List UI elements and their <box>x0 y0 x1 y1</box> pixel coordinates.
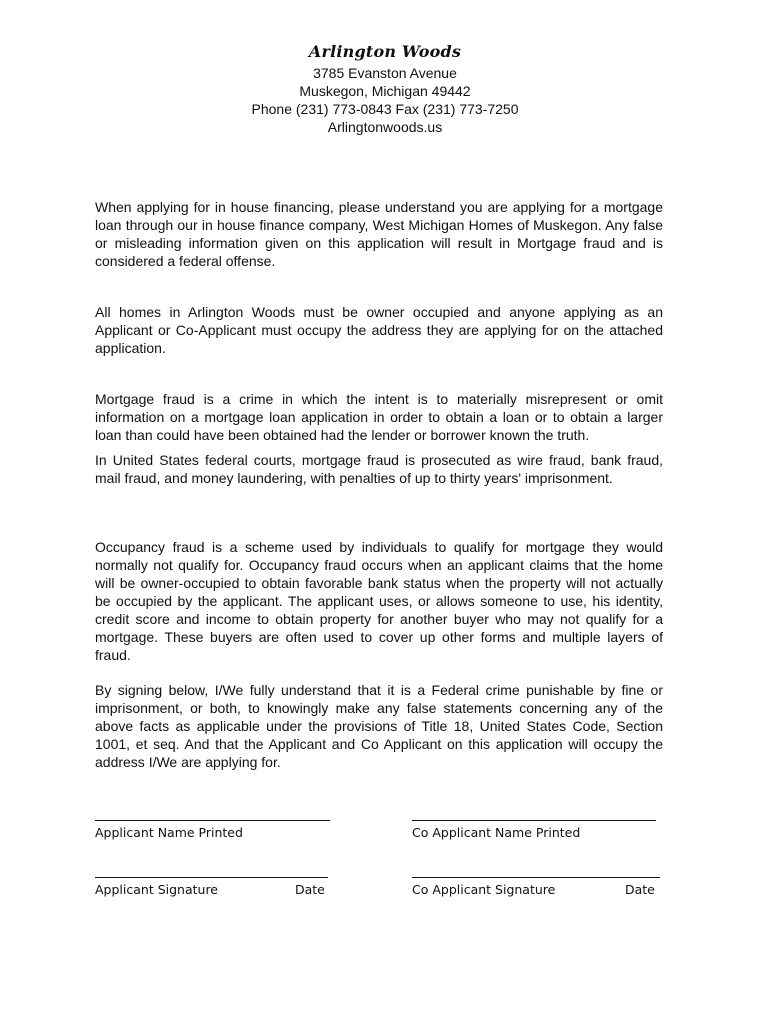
phone-fax: Phone (231) 773-0843 Fax (231) 773-7250 <box>251 101 519 117</box>
co-applicant-signature-line[interactable] <box>412 877 660 878</box>
letterhead <box>0 40 770 136</box>
website: Arlingtonwoods.us <box>327 119 443 135</box>
city-state-zip: Muskegon, Michigan 49442 <box>299 83 471 99</box>
paragraph-mortgage-fraud-definition: Mortgage fraud is a crime in which the intent is to materially misrepresent or omit information on a mortgage loan application in order to obtain a loan or to obtain a larger loan than could have been obtained had the lender or borrower known the truth. <box>95 391 663 443</box>
applicant-date-label: Date <box>295 882 325 897</box>
street-address: 3785 Evanston Avenue <box>313 65 457 81</box>
co-applicant-date-label: Date <box>625 882 655 897</box>
paragraph-acknowledgement: By signing below, I/We fully understand that it is a Federal crime punishable by fine or imprisonment, or both, to knowingly make any false statements concerning any of the above facts as applicable under the provisions of Title 18, United States Code, Section 1001, et seq. And that the Applicant and Co Applicant on this application will occupy the address I/We are applying for. <box>95 682 663 770</box>
co-applicant-name-line[interactable] <box>412 820 656 821</box>
applicant-signature-label: Applicant Signature <box>95 882 218 897</box>
paragraph-occupancy-fraud: Occupancy fraud is a scheme used by individuals to qualify for mortgage they would normally not qualify for. Occupancy fraud occurs when an applicant claims that the home will be owner-occupied to obtain favorable bank status when the property will not actually be occupied by the applicant. The applicant uses, or allows someone to use, his identity, credit score and income to obtain property for another buyer who may not qualify for a mortgage. These buyers are often used to cover up other forms and multiple layers of fraud. <box>95 539 663 663</box>
applicant-signature-line[interactable] <box>95 877 328 878</box>
company-name: Arlington Woods <box>308 42 462 61</box>
applicant-name-label: Applicant Name Printed <box>95 825 243 840</box>
paragraph-financing-notice: When applying for in house financing, please understand you are applying for a mortgage loan through our in house finance company, West Michigan Homes of Muskegon. Any false or misleading information given on this application will result in Mortgage fraud and is considered a federal offense. <box>95 199 663 269</box>
co-applicant-signature-label: Co Applicant Signature <box>412 882 556 897</box>
paragraph-owner-occupied: All homes in Arlington Woods must be owner occupied and anyone applying as an Applicant or Co-Applicant must occupy the address they are applying for on the attached application. <box>95 304 663 356</box>
co-applicant-name-label: Co Applicant Name Printed <box>412 825 581 840</box>
paragraph-federal-courts: In United States federal courts, mortgage fraud is prosecuted as wire fraud, bank fraud, mail fraud, and money laundering, with penalties of up to thirty years' imprisonment. <box>95 452 663 486</box>
applicant-name-line[interactable] <box>95 820 330 821</box>
